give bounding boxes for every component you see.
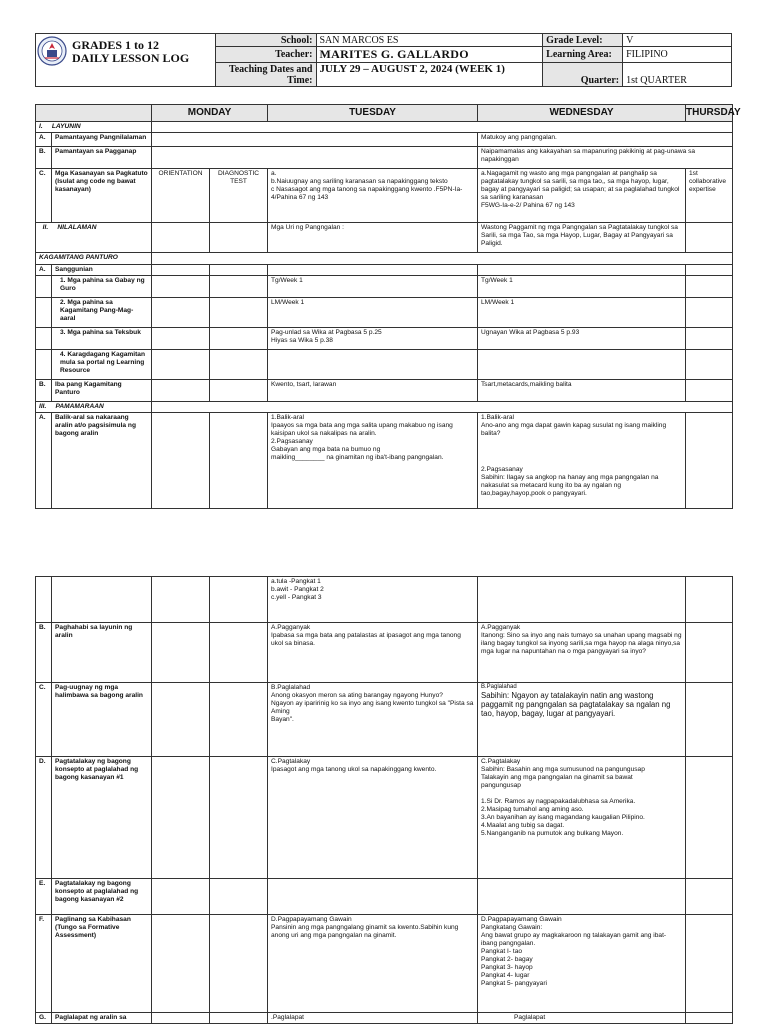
empty-cell [210, 577, 268, 623]
empty-cell [686, 577, 733, 623]
section-label: NILALAMAN [57, 224, 97, 231]
thursday-cell: a.Nagagamit ng wasto ang mga pangngalan at panghalip sa pagtatalakay tungkol sa sarili, sa mga tao,, sa mga hayop, lugar, bagay at pangyayari sa paligid; sa usapan; at sa paglalahad tungkol sa sariling karanasan F5WG-Ia-e-2/ Pahina 67 ng 143 [478, 169, 686, 223]
row-label: 2. Mga pahina sa Kagamitang Pang-Mag-aaral [52, 298, 152, 328]
empty-cell [152, 623, 210, 683]
grade-level-value: V [623, 34, 732, 47]
thursday-cell: Wastong Paggamit ng mga Pangngalan sa Pagtatalakay tungkol sa Sarili, sa mga Tao, sa mga Hayop, Lugar, Bagay at Pangyayari sa Paligid. [478, 223, 686, 253]
wednesday-cell: LM/Week 1 [268, 298, 478, 328]
empty-cell [478, 577, 686, 623]
empty-cell [210, 276, 268, 298]
table-row [36, 122, 733, 133]
empty-cell [210, 623, 268, 683]
empty-cell [210, 413, 268, 509]
empty-cell [686, 683, 733, 757]
table-row [36, 380, 733, 402]
day-header-row [36, 105, 733, 122]
row-number: B. [36, 623, 52, 683]
thursday-cell [478, 683, 686, 757]
thursday-cell: C.Pagtalakay Sabihin: Basahin ang mga sumusunod na pangungusap Talakayin ang mga pangngalan na ginamit sa bawat pangungusap 1.Si Dr. Ramos ay nagpapakadalubhasa sa Amerika. 2.Masipag tumahol ang aming aso. 3.An bayanihan ay isang magandang kaugalian Pilipino. 4.Maalat ang tubig sa dagat. 5.Nanganganib na pumutok ang bulkang Mayon. [478, 757, 686, 879]
empty-cell [152, 298, 210, 328]
day-header-thursday: THURSDAY [686, 105, 733, 122]
teaching-dates-label: Teaching Dates and Time: [215, 63, 316, 87]
page-2 [0, 548, 768, 1024]
school-value: SAN MARCOS ES [316, 34, 543, 47]
row-number: D. [36, 757, 52, 879]
row-label: Paghahabi sa layunin ng aralin [52, 623, 152, 683]
friday-cell: 1st collaborative expertise [686, 169, 733, 223]
empty-cell [210, 265, 268, 276]
grade-level-label: Grade Level: [543, 34, 623, 47]
wednesday-cell: Mga Uri ng Pangngalan : [268, 223, 478, 253]
table-row [36, 915, 733, 1013]
empty-cell [210, 350, 268, 380]
empty-cell [268, 879, 478, 915]
thursday-heading: B.Paglalahad [481, 684, 517, 690]
thursday-cell: Tsart,metacards,maikling balita [478, 380, 686, 402]
empty-cell [152, 577, 210, 623]
table-row [36, 276, 733, 298]
wednesday-cell: a.tula -Pangkat 1 b.awit - Pangkat 2 c.yell - Pangkat 3 [268, 577, 478, 623]
empty-cell [210, 757, 268, 879]
empty-cell [268, 350, 478, 380]
row-label: Pag-uugnay ng mga halimbawa sa bagong aralin [52, 683, 152, 757]
quarter-label: Quarter: [543, 63, 623, 87]
row-label: Pagtatalakay ng bagong konsepto at paglalahad ng bagong kasanayan #2 [52, 879, 152, 915]
wednesday-cell: Tg/Week 1 [268, 276, 478, 298]
empty-cell [152, 265, 210, 276]
row-label: Pamantayan sa Pagganap [52, 147, 152, 169]
thursday-cell: Paglalapat [478, 1013, 686, 1024]
teacher-value: MARITES G. GALLARDO [316, 47, 543, 63]
empty-cell [152, 757, 210, 879]
row-number: F. [36, 915, 52, 1013]
wednesday-cell: a. b.Naiuugnay ang sariling karanasan sa napakinggang teksto c Nasasagot ang mga tanong sa napakinggang kwento .F5PN-Ia-4/Pahina 67 ng 143 [268, 169, 478, 223]
empty-cell [152, 915, 210, 1013]
table-row [36, 402, 733, 413]
empty-cell [152, 380, 210, 402]
wednesday-cell: .Paglalapat [268, 1013, 478, 1024]
empty-cell [686, 623, 733, 683]
empty-cell [152, 402, 733, 413]
thursday-cell: Ugnayan Wika at Pagbasa 5 p.93 [478, 328, 686, 350]
empty-cell [152, 350, 210, 380]
thursday-cell: Naipamamalas ang kakayahan sa mapanuring pakikinig at pag-unawa sa napakinggan [478, 147, 733, 169]
title-line-1: GRADES 1 to 12 [72, 38, 160, 52]
empty-cell [152, 1013, 210, 1024]
monday-cell: ORIENTATION [152, 169, 210, 223]
empty-cell [36, 298, 52, 328]
empty-cell [268, 265, 478, 276]
empty-cell [686, 276, 733, 298]
empty-cell [152, 276, 210, 298]
wednesday-cell: A.Pagganyak Ipabasa sa mga bata ang patalastas at ipasagot ang mga tanong ukol sa binasa. [268, 623, 478, 683]
row-label: Sanggunian [52, 265, 152, 276]
empty-cell [686, 413, 733, 509]
wednesday-cell: 1.Balik-aral Ipaayos sa mga bata ang mga salita upang makabuo ng isang kaisipan ukol sa nakalipas na aralin. 2.Pagsasanay Gabayan ang mga bata na bumuo ng maikling________ na ginamitan ng iba't-ibang pangngalan. [268, 413, 478, 509]
header-info-table [35, 33, 732, 87]
row-number: C. [36, 683, 52, 757]
lesson-log-table-page-2 [35, 576, 733, 1024]
section-label: PAMAMARAAN [55, 403, 104, 410]
wednesday-cell: Pag-unlad sa Wika at Pagbasa 5 p.25 Hiyas sa Wika 5 p.38 [268, 328, 478, 350]
title-line-2: DAILY LESSON LOG [72, 51, 190, 65]
empty-cell [36, 276, 52, 298]
empty-cell [686, 1013, 733, 1024]
row-number: B. [36, 147, 52, 169]
empty-cell [36, 350, 52, 380]
row-number: E. [36, 879, 52, 915]
row-label: 1. Mga pahina sa Gabay ng Guro [52, 276, 152, 298]
thursday-cell: LM/Week 1 [478, 298, 686, 328]
empty-cell [152, 683, 210, 757]
empty-cell [210, 683, 268, 757]
row-label: Pagtatalakay ng bagong konsepto at paglalahad ng bagong kasanayan #1 [52, 757, 152, 879]
day-header-wednesday: WEDNESDAY [478, 105, 686, 122]
row-label: Iba pang Kagamitang Panturo [52, 380, 152, 402]
row-number: A. [36, 413, 52, 509]
row-number: A. [36, 133, 52, 147]
spacer [481, 438, 682, 466]
wednesday-cell: B.Paglalahad Anong okasyon meron sa ating barangay ngayong Hunyo? Ngayon ay iparirinig ko sa inyo ang isang kwento tungkol sa "Pista sa Aming Bayan". [268, 683, 478, 757]
empty-cell [152, 133, 478, 147]
wednesday-cell: C.Pagtalakay Ipasagot ang mga tanong ukol sa napakinggang kwento. [268, 757, 478, 879]
thursday-cell: Matukoy ang pangngalan. [478, 133, 733, 147]
empty-cell [152, 147, 478, 169]
lesson-log-table-page-1 [35, 104, 741, 509]
empty-cell [36, 577, 52, 623]
wednesday-cell: D.Pagpapayamang Gawain Pansinin ang mga pangngalang ginamit sa kwento.Sabihin kung anong uri ang mga pangngalan na ginamit. [268, 915, 478, 1013]
table-row [36, 169, 733, 223]
empty-cell [210, 223, 268, 253]
empty-cell [52, 577, 152, 623]
table-row [36, 413, 733, 509]
empty-cell [686, 915, 733, 1013]
table-row [36, 328, 733, 350]
row-number: C. [36, 169, 52, 223]
teaching-dates-value: JULY 29 – AUGUST 2, 2024 (WEEK 1) [316, 63, 543, 87]
empty-cell [210, 328, 268, 350]
empty-cell [686, 879, 733, 915]
section-number: I. [39, 123, 43, 130]
thursday-cell: D.Pagpapayamang Gawain Pangkatang Gawain: Ang bawat grupo ay magkakaroon ng talakayan gamit ang ibat-ibang pangngalan. Pangkat I- tao Pangkat 2- bagay Pangkat 3- hayop Pangkat 4- lugar Pangkat 5- pangyayari [478, 915, 686, 1013]
section-number: III. [39, 403, 47, 410]
tuesday-cell: DIAGNOSTIC TEST [210, 169, 268, 223]
thursday-cell [478, 413, 686, 509]
wednesday-cell: Kwento, tsart, larawan [268, 380, 478, 402]
teacher-label: Teacher: [215, 47, 316, 63]
empty-cell [152, 122, 733, 133]
thursday-cell: Tg/Week 1 [478, 276, 686, 298]
day-header-monday: MONDAY [152, 105, 268, 122]
row-label: 4. Karagdagang Kagamitan mula sa portal ng Learning Resource [52, 350, 152, 380]
table-row [36, 1013, 733, 1024]
header-blank-cell [36, 105, 152, 122]
logo-cell [36, 34, 216, 87]
section-kagamitang-panturo: KAGAMITANG PANTURO [36, 253, 152, 265]
row-label: Balik-aral sa nakaraang aralin at/o pagsisimula ng bagong aralin [52, 413, 152, 509]
thursday-balik-aral: 1.Balik-aral Ano-ano ang mga dapat gawin kapag susulat ng isang maikling balita? [481, 414, 667, 437]
row-number: B. [36, 380, 52, 402]
table-row [36, 253, 733, 265]
table-row [36, 298, 733, 328]
table-row [36, 133, 733, 147]
row-label: 3. Mga pahina sa Teksbuk [52, 328, 152, 350]
section-number: II. [42, 224, 49, 231]
table-row [36, 223, 733, 253]
empty-cell [152, 253, 733, 265]
section-label: LAYUNIN [51, 123, 81, 130]
empty-cell [210, 915, 268, 1013]
quarter-value: 1st QUARTER [623, 63, 732, 87]
empty-cell [210, 298, 268, 328]
row-label: Mga Kasanayan sa Pagkatuto (Isulat ang code ng bawat kasanayan) [52, 169, 152, 223]
empty-cell [686, 223, 733, 253]
empty-cell [36, 328, 52, 350]
thursday-text: Sabihin: Ngayon ay tatalakayin natin ang wastong paggamit ng pangngalan sa pagtatalakay sa ngalan ng tao, hayop, bagay, lugar at pangyayari. [481, 691, 671, 719]
learning-area-label: Learning Area: [543, 47, 623, 63]
day-header-tuesday: TUESDAY [268, 105, 478, 122]
section-pamamaraan [36, 402, 152, 413]
row-label: Paglinang sa Kabihasan (Tungo sa Formative Assessment) [52, 915, 152, 1013]
row-label: Pamantayang Pangnilalaman [52, 133, 152, 147]
table-row [36, 147, 733, 169]
table-row [36, 757, 733, 879]
empty-cell [686, 328, 733, 350]
empty-cell [152, 879, 210, 915]
empty-cell [152, 413, 210, 509]
empty-cell [686, 757, 733, 879]
empty-cell [686, 298, 733, 328]
empty-cell [210, 380, 268, 402]
table-row [36, 623, 733, 683]
table-row [36, 265, 733, 276]
table-row [36, 683, 733, 757]
table-row [36, 350, 733, 380]
table-row [36, 577, 733, 623]
row-label: Paglalapat ng aralin sa [52, 1013, 152, 1024]
row-number: A. [36, 265, 52, 276]
section-nilalaman [36, 223, 152, 253]
table-row [36, 879, 733, 915]
thursday-cell: A.Pagganyak Itanong: Sino sa inyo ang nais tumayo sa unahan upang magsabi ng ilang bagay tungkol sa inyong sarili,sa mga hayop na alaga ninyo,sa mga lugar na napuntahan na o mga pangyayari sa inyo? [478, 623, 686, 683]
empty-cell [686, 380, 733, 402]
empty-cell [210, 879, 268, 915]
section-layunin [36, 122, 152, 133]
learning-area-value: FILIPINO [623, 47, 732, 63]
school-label: School: [215, 34, 316, 47]
empty-cell [478, 350, 686, 380]
empty-cell [478, 879, 686, 915]
empty-cell [686, 350, 733, 380]
empty-cell [210, 1013, 268, 1024]
row-number: G. [36, 1013, 52, 1024]
empty-cell [152, 328, 210, 350]
thursday-pagsasanay: 2.Pagsasanay Sabihin: Ilagay sa angkop na hanay ang mga pangngalan na nakasulat sa metacard kung ito ba ay ngalan ng tao,bagay,hayop,pook o pangyayari. [481, 466, 659, 497]
empty-cell [152, 223, 210, 253]
empty-cell [478, 265, 686, 276]
empty-cell [686, 265, 733, 276]
